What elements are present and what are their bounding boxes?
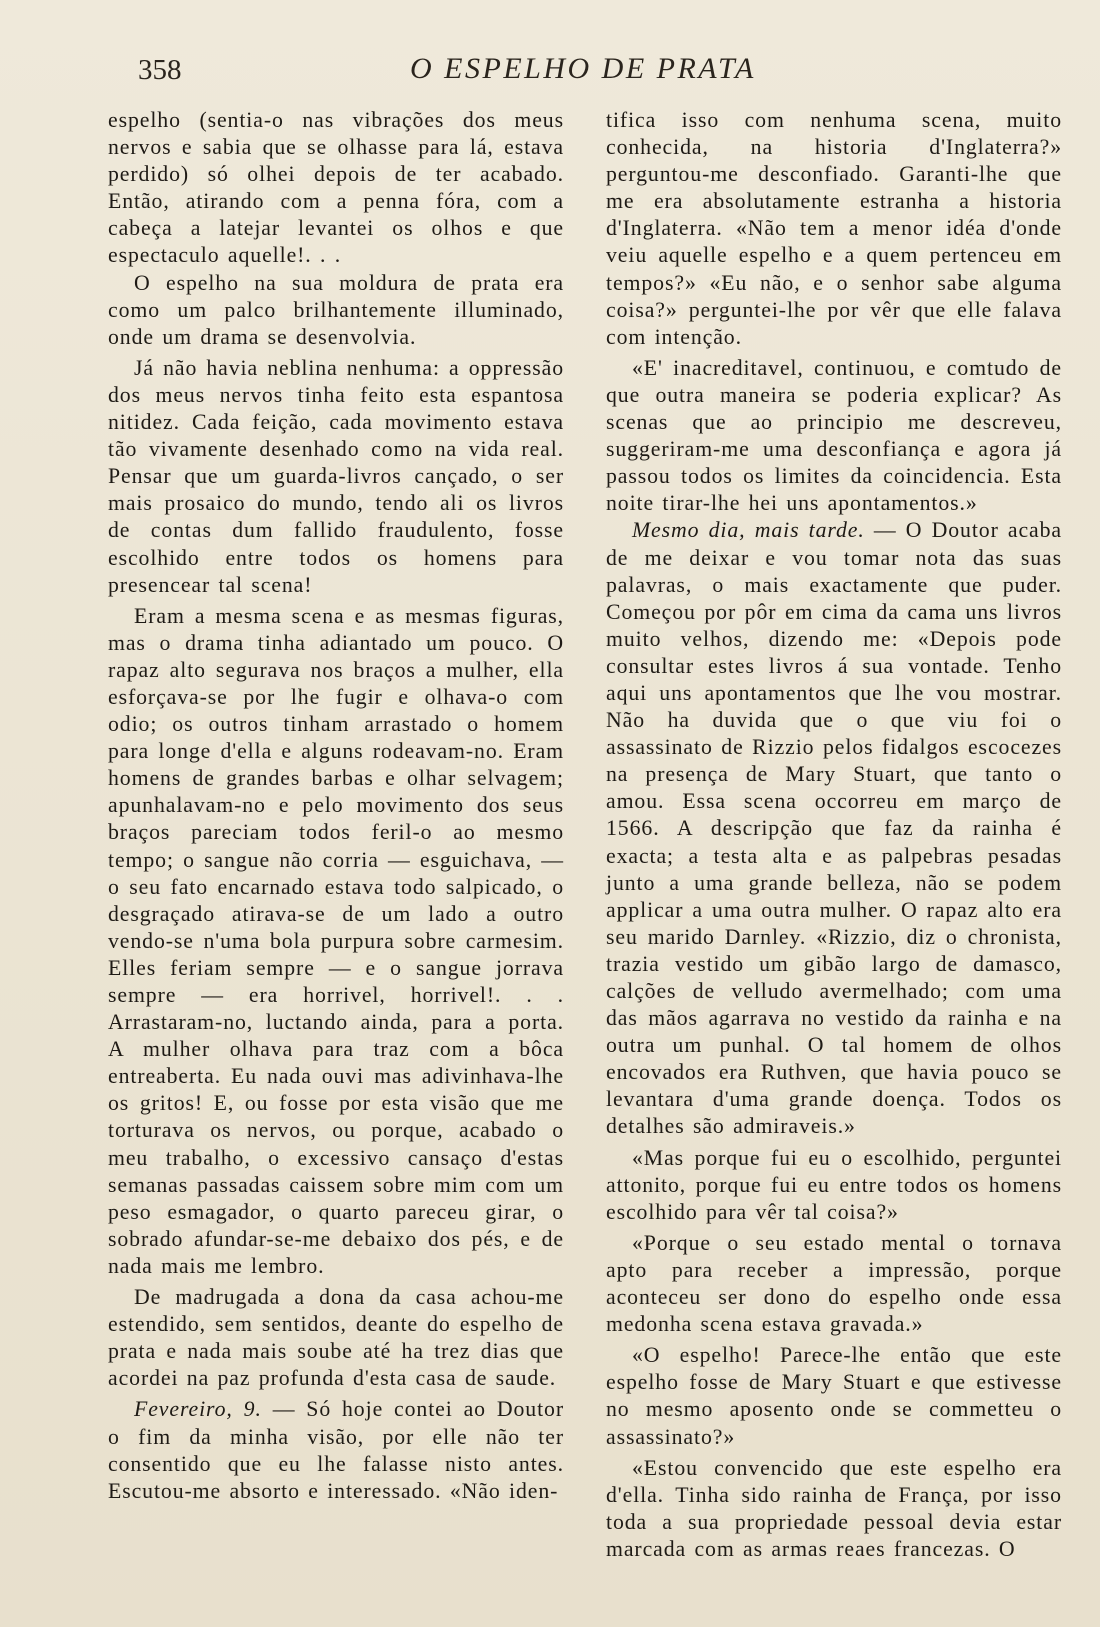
- paragraph: Já não havia neblina nenhuma: a oppressão dos meus nervos tinha feito esta espantosa nitidez. Cada feição, cada movimento estava tão vivamente desenhado como na vida real. Pensar que um guarda-livros cançado, o ser mais prosaico do mundo, tendo ali os livros de contas dum fallido fraudulento, fosse escolhido entre todos os homens para presencear tal scena!: [108, 355, 564, 597]
- left-column: [108, 107, 564, 1505]
- paragraph: «E' inacreditavel, continuou, e comtudo de que outra maneira se poderia explicar? As scenas que ao principio me descreveu, suggeriram-me uma desconfiança e agora já passou todos os limites da coincidencia. Esta noite tirar-lhe hei uns apontamentos.»: [606, 355, 1062, 516]
- page-header: [138, 52, 1050, 92]
- entry-text: — Só hoje contei ao Doutor o fim da minha visão, por elle não ter consentido que eu lhe falasse nisto antes. Escutou-me absorto e interessado. «Não iden-: [108, 1397, 565, 1503]
- paragraph: espelho (sentia-o nas vibrações dos meus nervos e sabia que se olhasse para lá, estava perdido) só olhei depois de ter acabado. Então, atirando com a penna fóra, com a cabeça a latejar levantei os olhos e que espectaculo aquelle!. . .: [108, 108, 564, 268]
- entry-date: Fevereiro, 9.: [134, 1397, 262, 1422]
- paragraph: «Estou convencido que este espelho era d'ella. Tinha sido rainha de França, por isso toda a sua propriedade pessoal devia estar marcada com as armas reaes francezas. O: [606, 1455, 1062, 1561]
- paragraph: De madrugada a dona da casa achou-me estendido, sem sentidos, deante do espelho de prata e nada mais soube até ha trez dias que acordei na paz profunda d'esta casa de saude.: [108, 1285, 564, 1391]
- diary-entry: [108, 1396, 564, 1504]
- diary-entry: [606, 517, 1062, 1140]
- paragraph: Eram a mesma scena e as mesmas figuras, mas o drama tinha adiantado um pouco. O rapaz alto segurava nos braços a mulher, ella esforçava-se por lhe fugir e olhava-o com odio; os outros tinham arrastado o homem para longe d'ella e alguns rodeavam-no. Eram homens de grandes barbas e olhar selvagem; apunhalavam-no e pelo movimento dos seus braços pareciam todos feril-o ao mesmo tempo; o sangue não corria — esguichava, — o seu fato encarnado estava todo salpicado, o desgraçado atirava-se de um lado a outro vendo-se n'uma bola purpura sobre carmesim. Elles feriam sempre — e o sangue jorrava sempre — era horrivel, horrivel!. . . Arrastaram-no, luctando ainda, para a porta. A mulher olhava para traz com a bôca entreaberta. Eu nada ouvi mas adivinhava-lhe os gritos! E, ou fosse por esta visão que me torturava os nervos, ou porque, acabado o meu trabalho, o excessivo cansaço d'estas semanas passadas caissem sobre mim com um peso esmagador, o quarto pareceu girar, o sobrado afundar-se-me debaixo dos pés, e de nada mais me lembro.: [108, 603, 564, 1278]
- entry-text: — O Doutor acaba de me deixar e vou tomar nota das suas palavras, o mais exactamente que puder. Começou por pôr em cima da cama uns livros muito velhos, dizendo me: «Depois pode consultar estes livros á sua vontade. Tenho aqui uns apontamentos que lhe vou mostrar. Não ha duvida que o que viu foi o assassinato de Rizzio pelos fidalgos escocezes na presença de Mary Stuart, que tanto o amou. Essa scena occorreu em março de 1566. A descripção que faz da rainha é exacta; a testa alta e as palpebras pesadas junto a uma grande belleza, não se podem applicar a uma outra mulher. O rapaz alto era seu marido Darnley. «Rizzio, diz o chronista, trazia vestido um gibão largo de damasco, calções de velludo avermelhado; com uma das mãos agarrava no vestido da rainha e na outra um punhal. O tal homem de olhos encovados era Ruthven, que havia pouco se levantara d'uma grande doença. Todos os detalhes são admiraveis.»: [606, 518, 1063, 1139]
- right-column: [606, 107, 1062, 1563]
- paragraph: O espelho na sua moldura de prata era como um palco brilhantemente illuminado, onde um drama se desenvolvia.: [108, 270, 564, 349]
- page-number: 358: [138, 54, 182, 86]
- paragraph: «O espelho! Parece-lhe então que este espelho fosse de Mary Stuart e que estivesse no mesmo aposento onde se commetteu o assassinato?»: [606, 1343, 1062, 1449]
- paragraph: «Porque o seu estado mental o tornava apto para receber a impressão, porque aconteceu ser dono do espelho onde essa medonha scena estava gravada.»: [606, 1230, 1062, 1337]
- paragraph: tifica isso com nenhuma scena, muito conhecida, na historia d'Inglaterra?» perguntou-me desconfiado. Garanti-lhe que me era absolutamente estranha a historia d'Inglaterra. «Não tem a menor idéa d'onde veiu aquelle espelho e a quem pertenceu em tempos?» «Eu não, e o senhor sabe alguma coisa?» perguntei-lhe por vêr que elle falava com intenção.: [606, 108, 1062, 349]
- entry-date: Mesmo dia, mais tarde.: [632, 518, 865, 543]
- paragraph: «Mas porque fui eu o escolhido, perguntei attonito, porque fui eu entre todos os homens escolhido para vêr tal coisa?»: [606, 1145, 1062, 1224]
- running-title: O ESPELHO DE PRATA: [410, 52, 756, 85]
